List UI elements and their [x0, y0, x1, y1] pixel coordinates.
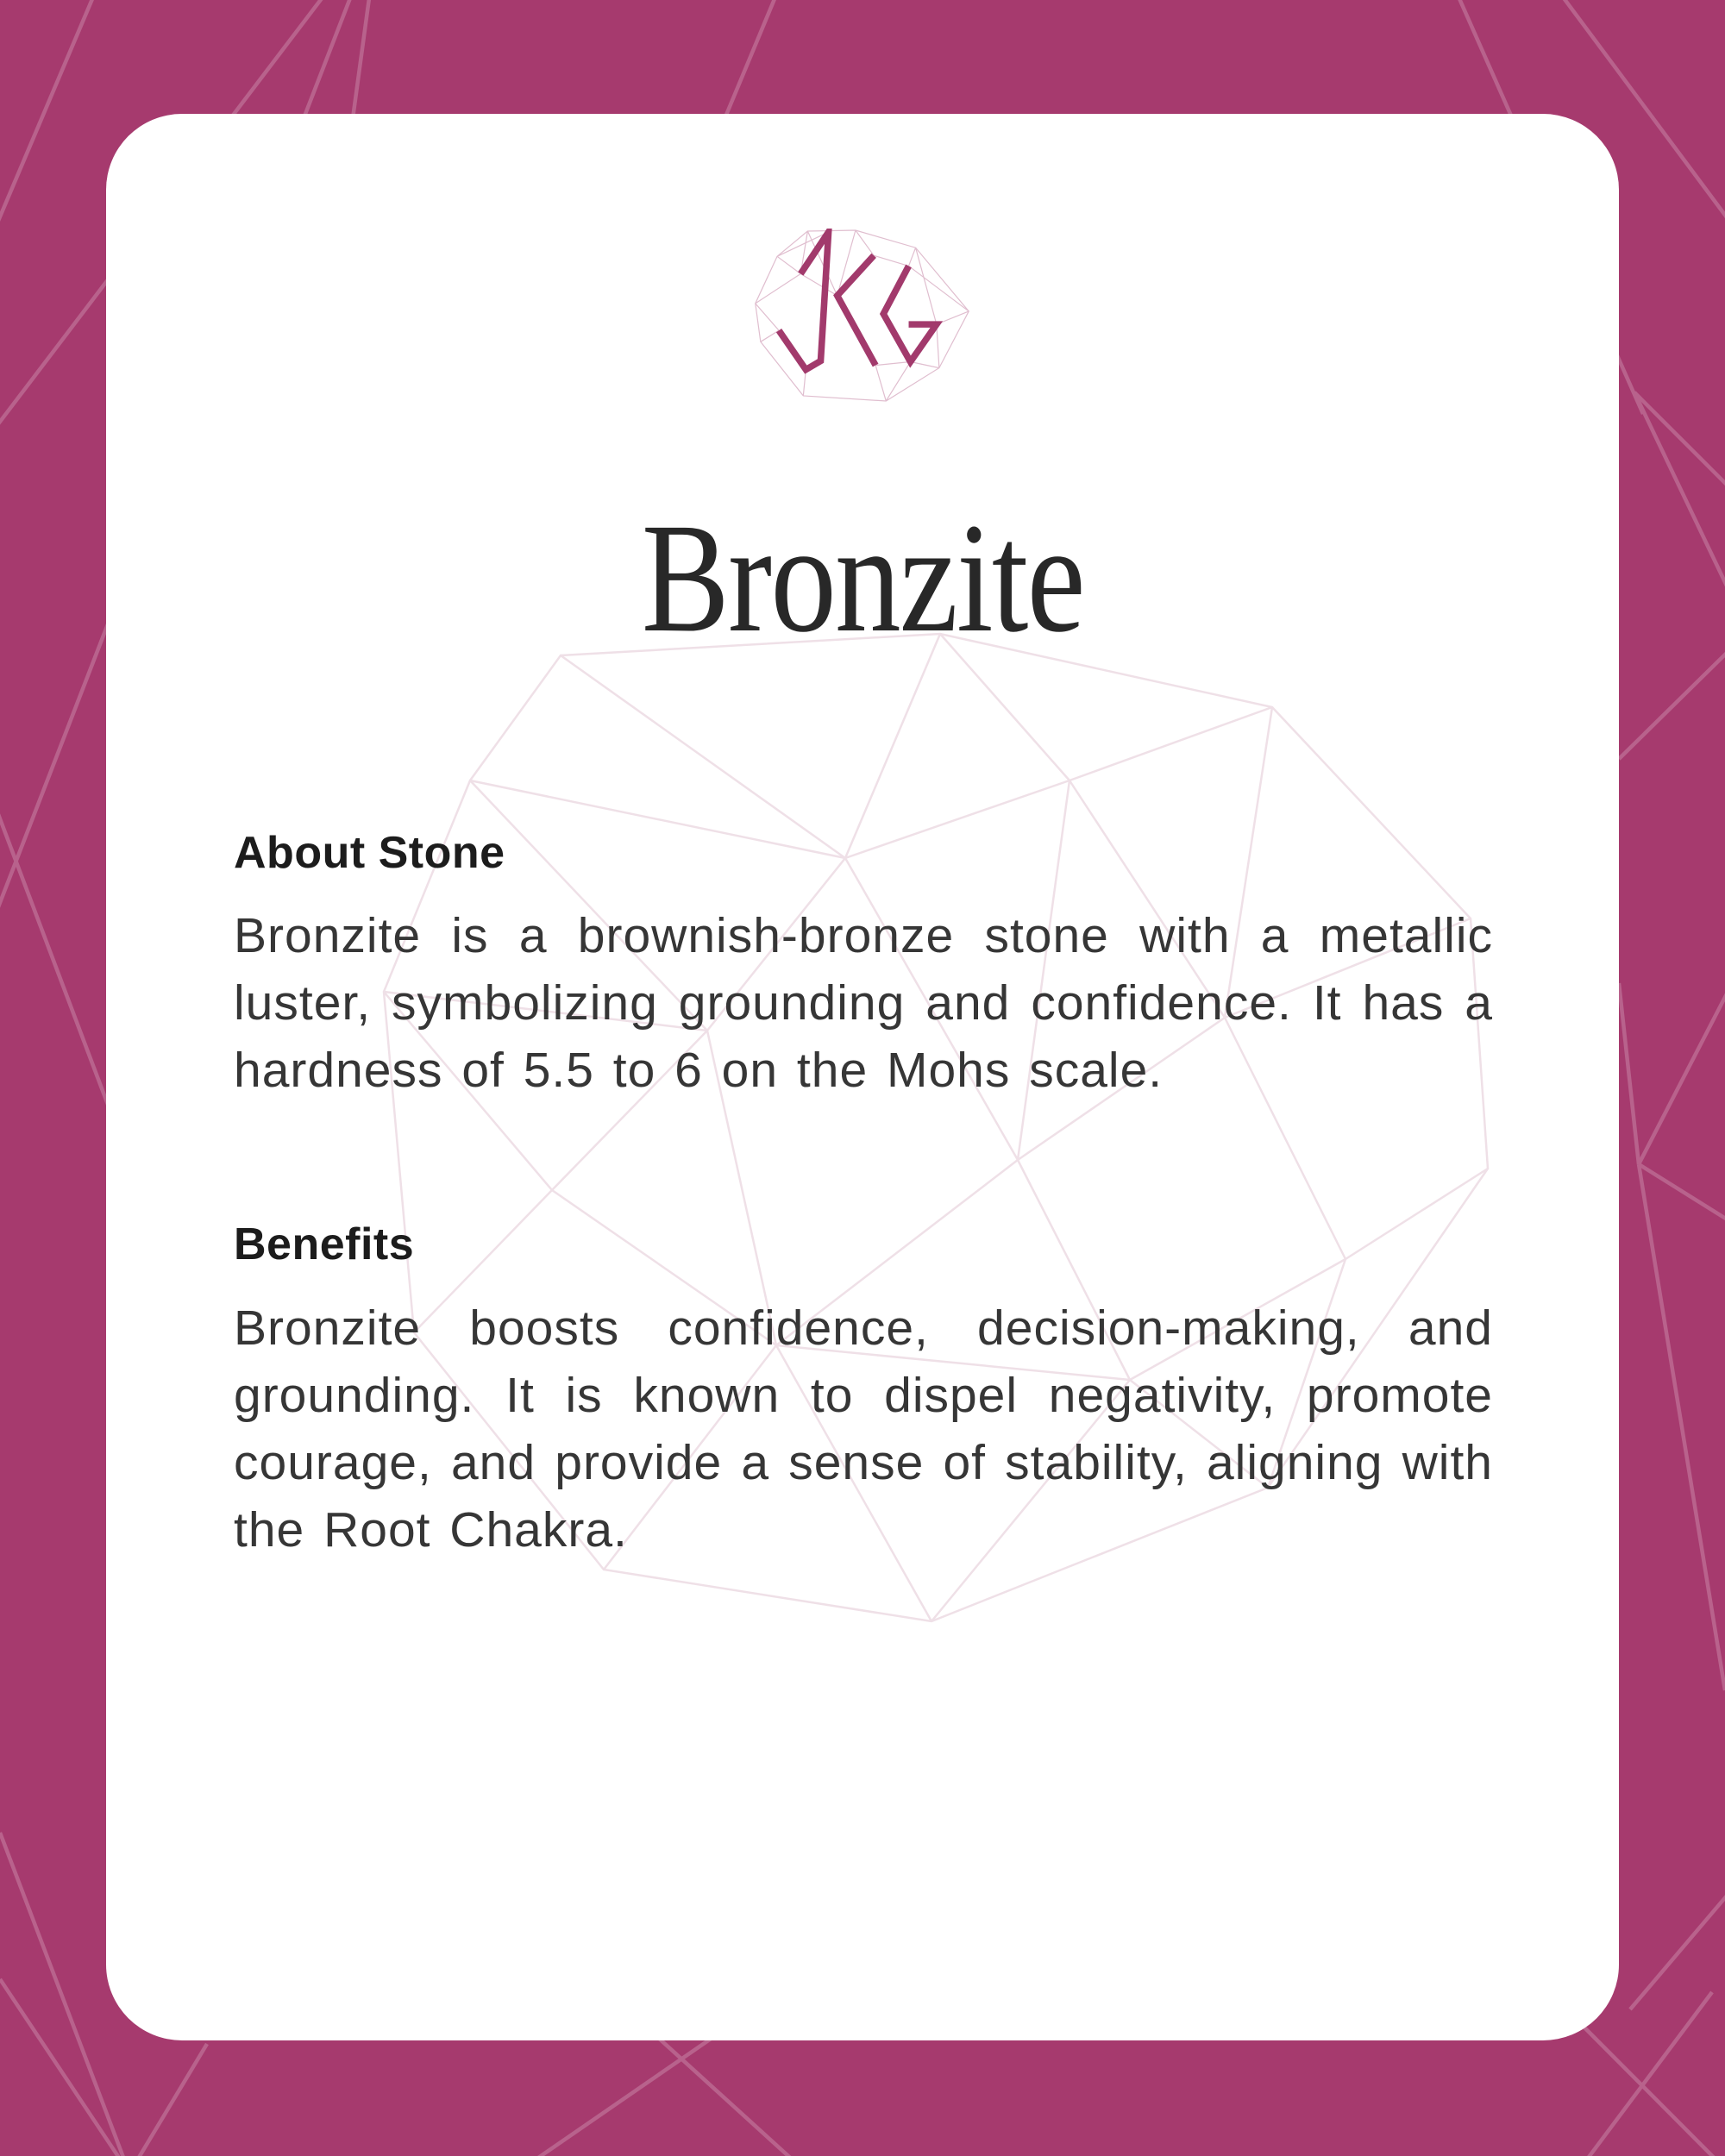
about-stone-heading: About Stone: [234, 828, 505, 878]
about-stone-paragraph: Bronzite is a brownish-bronze stone with a metallic luster, symbolizing grounding and confidence. It has a hardness of 5.5 to 6 on the Mohs scale.: [234, 908, 1493, 1099]
section-about-stone: [234, 826, 1493, 1104]
card-content: [234, 826, 1493, 1564]
page-title: Bronzite: [641, 492, 1084, 665]
section-benefits: [234, 1218, 1493, 1563]
jcg-logo-icon: [751, 229, 974, 403]
benefits-paragraph: Bronzite boosts confidence, decision-making, and grounding. It is known to dispel negativity, promote courage, and provide a sense of stability, aligning with the Root Chakra.: [234, 1300, 1493, 1557]
info-card: [106, 114, 1619, 2040]
benefits-heading: Benefits: [234, 1219, 415, 1270]
